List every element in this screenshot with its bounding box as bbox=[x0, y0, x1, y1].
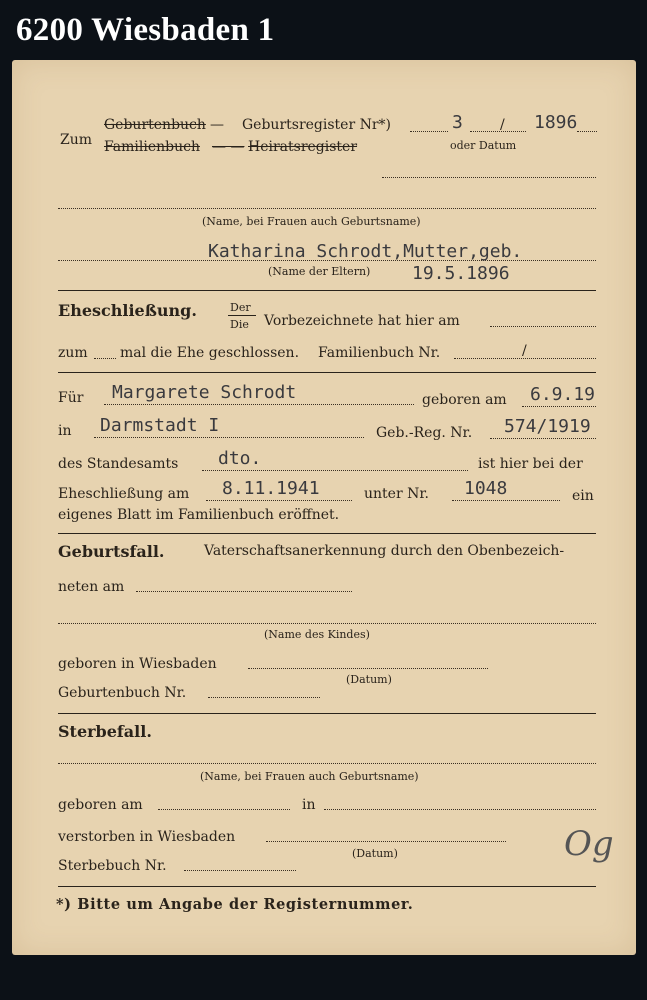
geboren-wiesbaden-label: geboren in Wiesbaden bbox=[58, 656, 217, 672]
unter-nr-label: unter Nr. bbox=[364, 486, 429, 502]
birth-date: 6.9.19 bbox=[530, 384, 596, 405]
vaterschaft-label: Vaterschaftsanerkennung durch den Obenbezeich- bbox=[204, 543, 565, 559]
handwritten-initials: Og bbox=[564, 824, 614, 864]
eigenes-blatt-label: eigenes Blatt im Familienbuch eröffnet. bbox=[58, 507, 340, 523]
person-name: Margarete Schrodt bbox=[112, 382, 297, 403]
parents-date: 19.5.1896 bbox=[412, 263, 510, 284]
birth-place: Darmstadt I bbox=[100, 415, 220, 436]
zum-label: Zum bbox=[60, 132, 93, 148]
marriage-date: 8.11.1941 bbox=[222, 478, 320, 499]
familienbuch-struck: Familienbuch bbox=[104, 139, 200, 155]
ehe-line1: Vorbezeichnete hat hier am bbox=[264, 313, 460, 329]
familienbuch-nr-label: Familienbuch Nr. bbox=[318, 345, 441, 361]
sterbe-name-hint: (Name, bei Frauen auch Geburtsname) bbox=[200, 770, 419, 783]
parents-value: Katharina Schrodt,Mutter,geb. bbox=[208, 241, 523, 262]
geboren-am-label: geboren am bbox=[422, 392, 507, 408]
des-standesamts-label: des Standesamts bbox=[58, 456, 179, 472]
geburtsfall-title: Geburtsfall. bbox=[58, 542, 165, 561]
geb-reg-label: Geb.-Reg. Nr. bbox=[376, 425, 473, 441]
ein-label: ein bbox=[572, 488, 594, 504]
fuer-label: Für bbox=[58, 390, 84, 406]
register-card: Zum Geburtenbuch — Geburtsregister Nr*) 3 / 1896 Familienbuch — — Heiratsregister oder Datum (Name, bei Frauen auch Geburtsname) Katharina Schrodt,Mutter,geb. (Name der Eltern) 19.5.1896 Eheschließung. Der Die Vorbezeichnete hat hier am zum mal die Ehe geschlossen. Familienbuch Nr. / Für Margarete Schrodt geboren am 6.9.19 in Darmstadt I Geb.-Reg. Nr. 574/1919 des Standesamts dto. ist hier bei der Eheschließung am 8.11.1941 unter Nr. 1048 ein eigenes Blatt im Familienbuch eröffnet. Geburtsfall. Vaterschaftsanerkennung durch den Obenbezeich- neten am (Name des Kindes) geboren in Wiesbaden (Datum) Geburtenbuch Nr. Sterbefall. (Name, bei Frauen auch Geburtsname) geboren am in verstorben in Wiesbaden (Datum) Sterbebuch Nr. Og *) Bitte um Angabe der Registernummer. bbox=[12, 60, 636, 955]
sterbebuch-nr-label: Sterbebuch Nr. bbox=[58, 858, 167, 874]
zum-mal-label: zum bbox=[58, 345, 88, 361]
ehe-line2: mal die Ehe geschlossen. bbox=[120, 345, 300, 361]
birth-register-number: 574/1919 bbox=[504, 416, 591, 437]
geburtsregister-label: Geburtsregister Nr*) bbox=[242, 117, 392, 133]
verstorben-label: verstorben in Wiesbaden bbox=[58, 829, 236, 845]
geburtenbuch-nr-label: Geburtenbuch Nr. bbox=[58, 685, 187, 701]
register-year: 1896 bbox=[534, 112, 578, 133]
standesamt-value: dto. bbox=[218, 448, 262, 469]
family-book-number: 1048 bbox=[464, 478, 508, 499]
page-header-title: 6200 Wiesbaden 1 bbox=[16, 12, 275, 48]
register-number: 3 bbox=[452, 112, 463, 133]
sterbe-geboren-am-label: geboren am bbox=[58, 797, 143, 813]
der-label: Der bbox=[230, 301, 251, 314]
neten-am-label: neten am bbox=[58, 579, 125, 595]
datum-hint-1: (Datum) bbox=[346, 673, 392, 686]
geburtenbuch-struck: Geburtenbuch bbox=[104, 117, 206, 133]
sterbe-in-label: in bbox=[302, 797, 316, 813]
in-label: in bbox=[58, 423, 72, 439]
ehe-am-label: Eheschließung am bbox=[58, 486, 190, 502]
parents-hint: (Name der Eltern) bbox=[268, 265, 371, 278]
die-label: Die bbox=[230, 318, 249, 331]
heiratsregister-struck: Heiratsregister bbox=[248, 139, 358, 155]
kind-hint: (Name des Kindes) bbox=[264, 628, 370, 641]
footnote: *) Bitte um Angabe der Registernummer. bbox=[56, 896, 414, 913]
name-hint: (Name, bei Frauen auch Geburtsname) bbox=[202, 215, 421, 228]
datum-hint-2: (Datum) bbox=[352, 847, 398, 860]
oder-datum-label: oder Datum bbox=[450, 139, 517, 152]
sterbefall-title: Sterbefall. bbox=[58, 722, 152, 741]
eheschliessung-title: Eheschließung. bbox=[58, 301, 197, 320]
ist-hier-label: ist hier bei der bbox=[478, 456, 583, 472]
